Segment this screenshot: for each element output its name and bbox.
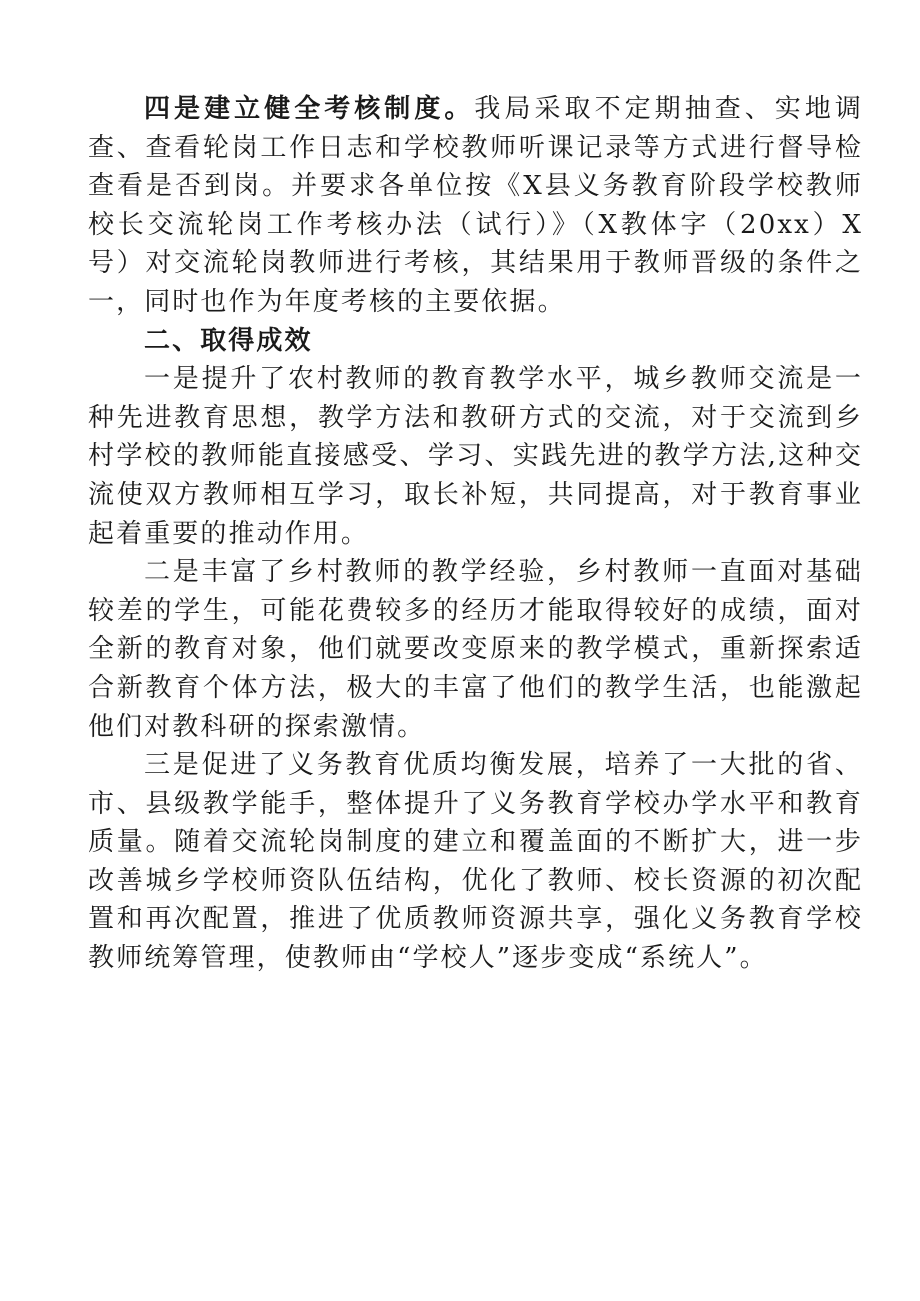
- paragraph-balanced-development: 三是促进了义务教育优质均衡发展，培养了一大批的省、市、县级教学能手，整体提升了义务教育学校办学水平和教育质量。随着交流轮岗制度的建立和覆盖面的不断扩大，进一步改善城乡学校师资队伍结构，优化了教师、校长资源的初次配置和再次配置，推进了优质教师资源共享，强化义务教育学校教师统筹管理，使教师由“学校人”逐步变成“系统人”。: [88, 750, 863, 974]
- paragraph-assessment-system: [88, 90, 863, 322]
- paragraph-lead: 四是建立健全考核制度。: [144, 94, 475, 124]
- document-page: [88, 90, 863, 978]
- paragraph-rural-teaching: 一是提升了农村教师的教育教学水平，城乡教师交流是一种先进教育思想，教学方法和教研方式的交流，对于交流到乡村学校的教师能直接感受、学习、实践先进的教学方法,这种交流使双方教师相互学习，取长补短，共同提高，对于教育事业起着重要的推动作用。: [88, 364, 863, 549]
- section-heading: 二、取得成效: [144, 325, 313, 356]
- paragraph-teaching-experience: 二是丰富了乡村教师的教学经验，乡村教师一直面对基础较差的学生，可能花费较多的经历才能取得较好的成绩，面对全新的教育对象，他们就要改变原来的教学模式，重新探索适合新教育个体方法，极大的丰富了他们的教学生活，也能激起他们对教科研的探索激情。: [88, 557, 863, 742]
- paragraph-body: 我局采取不定期抽查、实地调查、查看轮岗工作日志和学校教师听课记录等方式进行督导检查看是否到岗。并要求各单位按《X县义务教育阶段学校教师校长交流轮岗工作考核办法（试行）》（X教体字（20xx）X号）对交流轮岗教师进行考核，其结果用于教师晋级的条件之一，同时也作为年度考核的主要依据。: [88, 94, 863, 317]
